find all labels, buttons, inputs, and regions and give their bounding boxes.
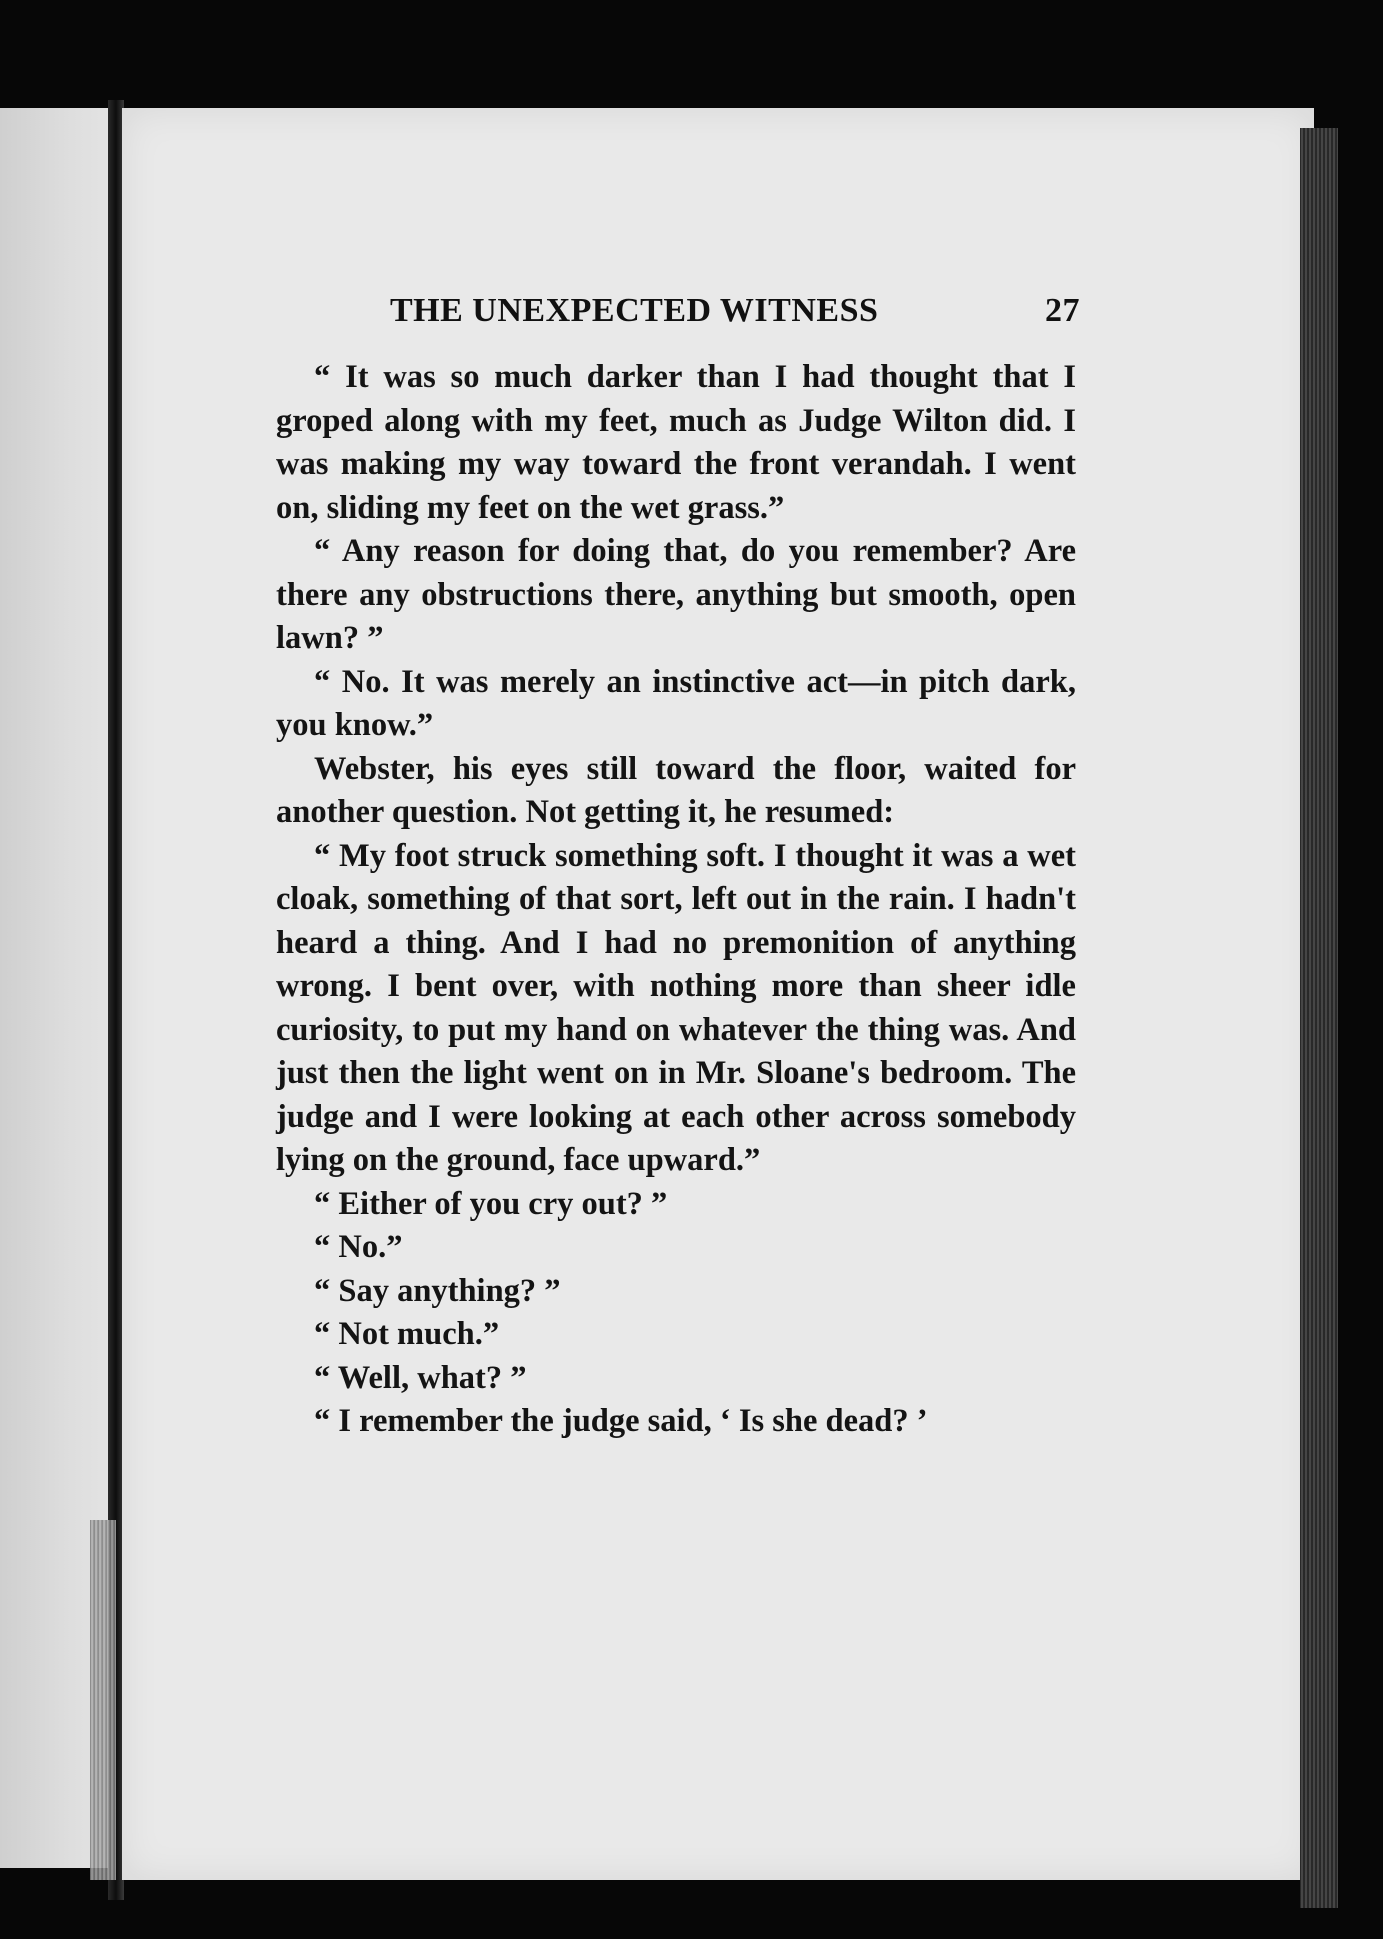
paragraph: “ No. It was merely an instinctive act—in pitch dark, you know.” (276, 663, 1076, 743)
page-edges (1300, 128, 1338, 1908)
paragraph: “ No.” (314, 1229, 403, 1265)
paragraph: “ Say anything? ” (314, 1272, 561, 1309)
paragraph: “ Any reason for doing that, do you remember? Are there any obstructions there, anything but smooth, open lawn? ” (276, 533, 1076, 656)
binding-streaks (90, 1520, 116, 1880)
page-number: 27 (1045, 292, 1080, 329)
paragraph: “ Either of you cry out? ” (314, 1185, 668, 1222)
paragraph: Webster, his eyes still toward the floor, waited for another question. Not getting it, he resumed: (276, 750, 1076, 830)
running-title: THE UNEXPECTED WITNESS (390, 292, 879, 329)
running-header (390, 292, 1080, 342)
paragraph: “ My foot struck something soft. I thought it was a wet cloak, something of that sort, left out in the rain. I hadn't heard a thing. And I had no premonition of anything wrong. I bent over, with nothing more than sheer idle curiosity, to put my hand on whatever the thing was. And just then the light went on in Mr. Sloane's bedroom. The judge and I were looking at each other across somebody lying on the ground, face upward.” (276, 837, 1076, 1178)
body-text (276, 356, 1076, 1444)
paragraph: “ It was so much darker than I had thought that I groped along with my feet, much as Judge Wilton did. I was making my way toward the front verandah. I went on, sliding my feet on the wet grass.” (276, 359, 1076, 526)
paragraph: “ Not much.” (314, 1316, 500, 1352)
paragraph: “ I remember the judge said, ‘ Is she dead? ’ (314, 1403, 928, 1439)
paragraph: “ Well, what? ” (314, 1359, 527, 1396)
